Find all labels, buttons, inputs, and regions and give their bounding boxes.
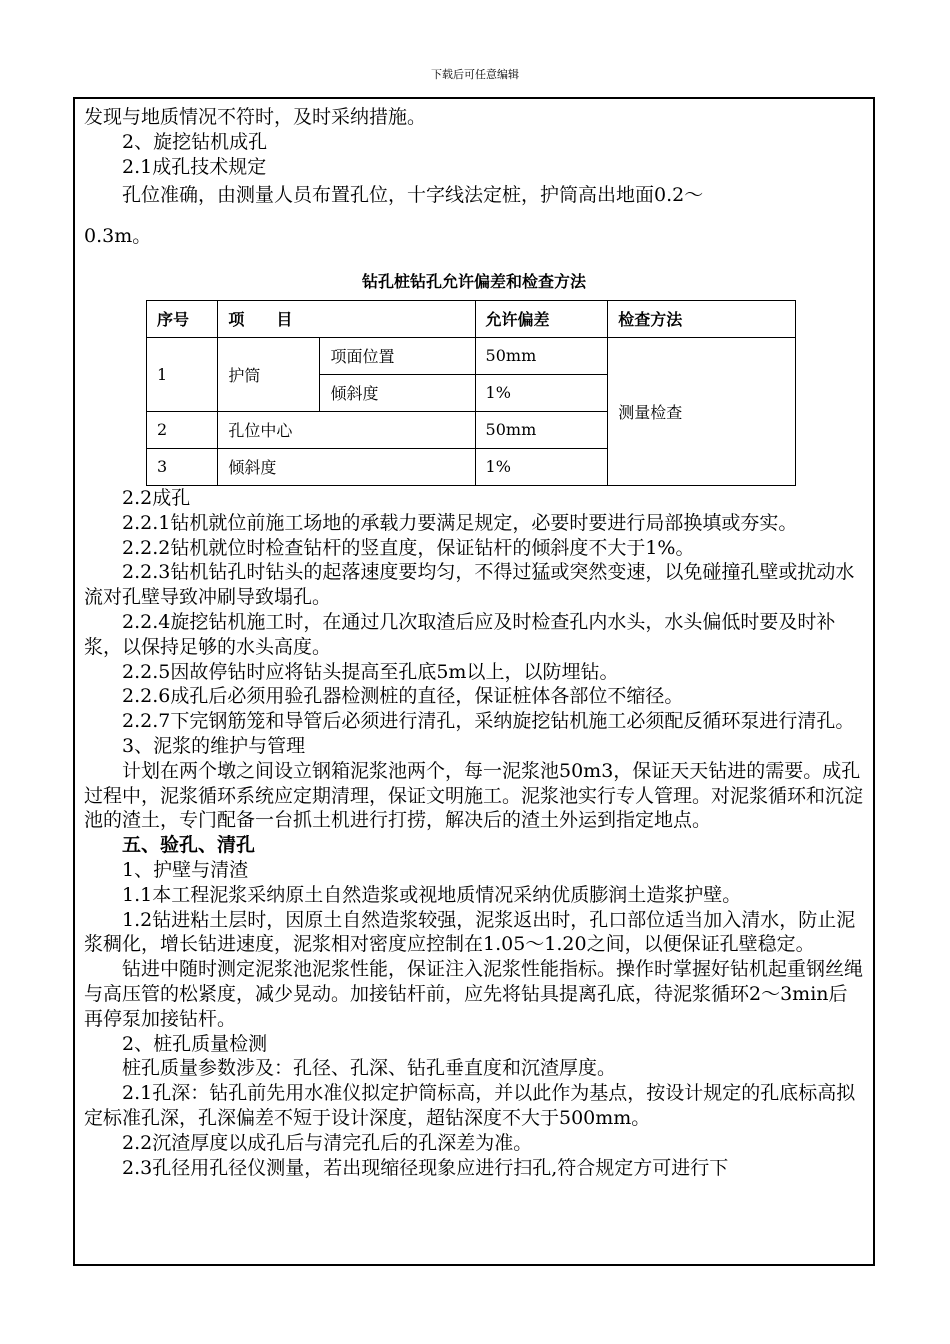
cell-tolerance: 50mm	[475, 337, 608, 374]
paragraph: 1.1本工程泥浆采纳原土自然造浆或视地质情况采纳优质膨润土造浆护壁。	[122, 883, 742, 906]
cell-no: 3	[147, 448, 218, 485]
paragraph: 2.2.5因故停钻时应将钻头提高至孔底5m以上，以防埋钻。	[122, 660, 619, 683]
document-content	[84, 105, 864, 1180]
subsection-heading: 2.1成孔技术规定	[122, 155, 267, 178]
table-header-row	[147, 300, 796, 337]
paragraph: 1.2钻进粘土层时，因原土自然造浆较强，泥浆返出时，孔口部位适当加入清水，防止泥浆稠化，增长钻进速度，泥浆相对密度应控制在1.05～1.20之间，以便保证孔壁稳定。	[84, 908, 856, 956]
table-row	[147, 337, 796, 374]
paragraph: 2.1孔深：钻孔前先用水准仪拟定护筒标高，并以此作为基点，按设计规定的孔底标高拟定标准孔深，孔深偏差不短于设计深度，超钻深度不大于500mm。	[84, 1082, 856, 1129]
paragraph: 2.2.6成孔后必须用验孔器检测桩的直径，保证桩体各部位不缩径。	[122, 685, 684, 708]
paragraph: 发现与地质情况不符时，及时采纳措施。	[84, 106, 427, 128]
table-title: 钻孔桩钻孔允许偏差和检查方法	[361, 271, 586, 291]
header-item: 项 目	[218, 300, 475, 337]
paragraph: 计划在两个墩之间设立钢箱泥浆池两个，每一泥浆池50m3，保证天天钻进的需要。成孔过程中，泥浆循环系统应定期清理，保证文明施工。泥浆池实行专人管理。对泥浆循环和沉淀池的渣土，专门配备一台抓土机进行打捞，解决后的渣土外运到指定地点。	[84, 759, 864, 832]
paragraph: 2.2.1钻机就位前施工场地的承载力要满足规定，必要时要进行局部换填或夯实。	[122, 511, 798, 534]
section-heading: 3、泥浆的维护与管理	[122, 734, 306, 757]
cell-subitem: 项面位置	[320, 337, 475, 374]
page-header-note: 下载后可任意编辑	[431, 68, 519, 81]
section-heading: 2、旋挖钻机成孔	[122, 130, 268, 153]
paragraph: 2.3孔径用孔径仪测量，若出现缩径现象应进行扫孔,符合规定方可进行下	[122, 1156, 729, 1179]
cell-item: 倾斜度	[218, 448, 475, 485]
subsection-heading: 2.2成孔	[122, 486, 191, 509]
paragraph: 桩孔质量参数涉及：孔径、孔深、钻孔垂直度和沉渣厚度。	[122, 1057, 617, 1080]
cell-tolerance: 50mm	[475, 411, 608, 448]
header-method: 检查方法	[608, 300, 796, 337]
section-heading: 2、桩孔质量检测	[122, 1032, 268, 1055]
paragraph: 0.3m。	[84, 225, 152, 248]
cell-tolerance: 1%	[475, 374, 608, 411]
chapter-heading: 五、验孔、清孔	[122, 834, 256, 857]
cell-no: 2	[147, 411, 218, 448]
header-tolerance: 允许偏差	[475, 300, 608, 337]
section-heading: 1、护壁与清渣	[122, 858, 249, 881]
document-frame	[73, 97, 875, 1266]
body-text	[84, 486, 864, 1180]
cell-no: 1	[147, 337, 218, 411]
cell-tolerance: 1%	[475, 448, 608, 485]
cell-item: 孔位中心	[218, 411, 475, 448]
cell-subitem: 倾斜度	[320, 374, 475, 411]
tolerance-table	[146, 300, 796, 486]
paragraph: 2.2沉渣厚度以成孔后与清完孔后的孔深差为准。	[122, 1131, 533, 1154]
cell-method: 测量检查	[608, 337, 796, 485]
paragraph: 2.2.3钻机钻孔时钻头的起落速度要均匀，不得过猛或突然变速，以免碰撞孔壁或扰动水流对孔壁导致冲刷导致塌孔。	[84, 561, 855, 609]
paragraph: 2.2.7下完钢筋笼和导管后必须进行清孔，采纳旋挖钻机施工必须配反循环泵进行清孔。	[122, 710, 855, 733]
paragraph: 2.2.2钻机就位时检查钻杆的竖直度，保证钻杆的倾斜度不大于1%。	[122, 536, 695, 559]
paragraph: 2.2.4旋挖钻机施工时，在通过几次取渣后应及时检查孔内水头，水头偏低时要及时补浆，以保持足够的水头高度。	[84, 610, 836, 658]
paragraph: 孔位准确，由测量人员布置孔位，十字线法定桩，护筒高出地面0.2～	[122, 184, 704, 207]
header-no: 序号	[147, 300, 218, 337]
paragraph: 钻进中随时测定泥浆池泥浆性能，保证注入泥浆性能指标。操作时掌握好钻机起重钢丝绳与高压管的松紧度，减少晃动。加接钻杆前，应先将钻具提离孔底，待泥浆循环2～3min后再停泵加接钻杆。	[84, 958, 864, 1030]
cell-item: 护筒	[218, 337, 320, 411]
